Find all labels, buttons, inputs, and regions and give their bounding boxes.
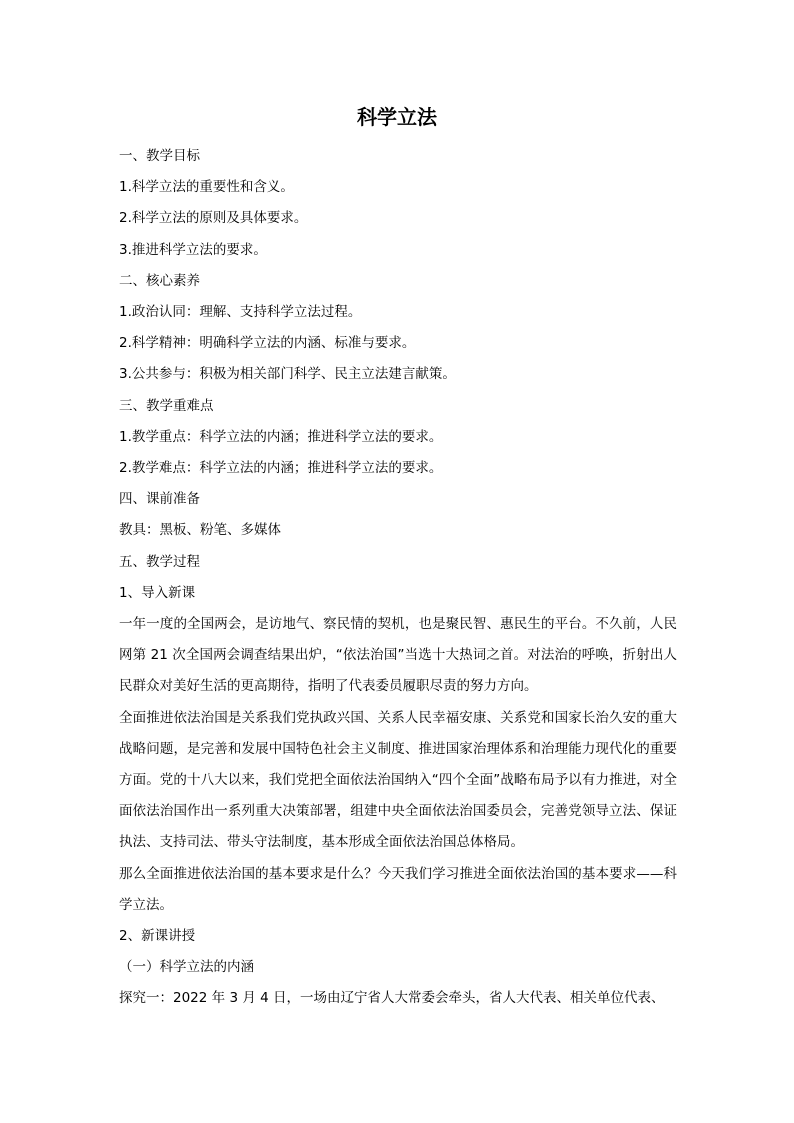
subheading-new-lesson: 2、新课讲授 (119, 928, 196, 945)
objective-item: 3.推进科学立法的要求。 (119, 241, 267, 258)
paragraph: 一年一度的全国两会，是访地气、察民情的契机，也是聚民智、惠民生的平台。不久前，人民网第 21 次全国两会调查结果出炉，“依法治国”当选十大热词之首。对法治的呼唤，折射出人民群众对美好生活的更高期待，指明了代表委员履职尽责的努力方向。 (119, 616, 677, 695)
section-heading-key-points: 三、教学重难点 (119, 397, 214, 414)
core-literacy-item: 3.公共参与：积极为相关部门科学、民主立法建言献策。 (119, 366, 456, 383)
section-heading-objectives: 一、教学目标 (119, 148, 200, 164)
core-literacy-item: 1.政治认同：理解、支持科学立法过程。 (119, 304, 362, 321)
subheading-introduction: 1、导入新课 (119, 584, 196, 601)
paragraph: 那么全面推进依法治国的基本要求是什么？今天我们学习推进全面依法治国的基本要求——科学立法。 (119, 865, 677, 913)
section-heading-core-literacy: 二、核心素养 (119, 272, 200, 289)
preparation-item: 教具：黑板、粉笔、多媒体 (119, 522, 281, 539)
core-literacy-item: 2.科学精神：明确科学立法的内涵、标准与要求。 (119, 335, 416, 352)
objective-item: 2.科学立法的原则及具体要求。 (119, 210, 308, 227)
document-body (119, 141, 677, 1015)
section-heading-process: 五、教学过程 (119, 553, 200, 570)
section-heading-preparation: 四、课前准备 (119, 491, 200, 508)
document-title: 科学立法 (357, 105, 437, 129)
key-point-item: 2.教学难点：科学立法的内涵；推进科学立法的要求。 (119, 460, 443, 477)
objective-item: 1.科学立法的重要性和含义。 (119, 179, 294, 196)
paragraph: 探究一：2022 年 3 月 4 日，一场由辽宁省人大常委会牵头，省人大代表、相关单位代表、 (119, 990, 665, 1007)
subheading-connotation: （一）科学立法的内涵 (119, 959, 254, 976)
paragraph: 全面推进依法治国是关系我们党执政兴国、关系人民幸福安康、关系党和国家长治久安的重大战略问题，是完善和发展中国特色社会主义制度、推进国家治理体系和治理能力现代化的重要方面。党的十八大以来，我们党把全面依法治国纳入“四个全面”战略布局予以有力推进，对全面依法治国作出一系列重大决策部署，组建中央全面依法治国委员会，完善党领导立法、保证执法、支持司法、带头守法制度，基本形成全面依法治国总体格局。 (119, 709, 677, 851)
key-point-item: 1.教学重点：科学立法的内涵；推进科学立法的要求。 (119, 428, 443, 445)
